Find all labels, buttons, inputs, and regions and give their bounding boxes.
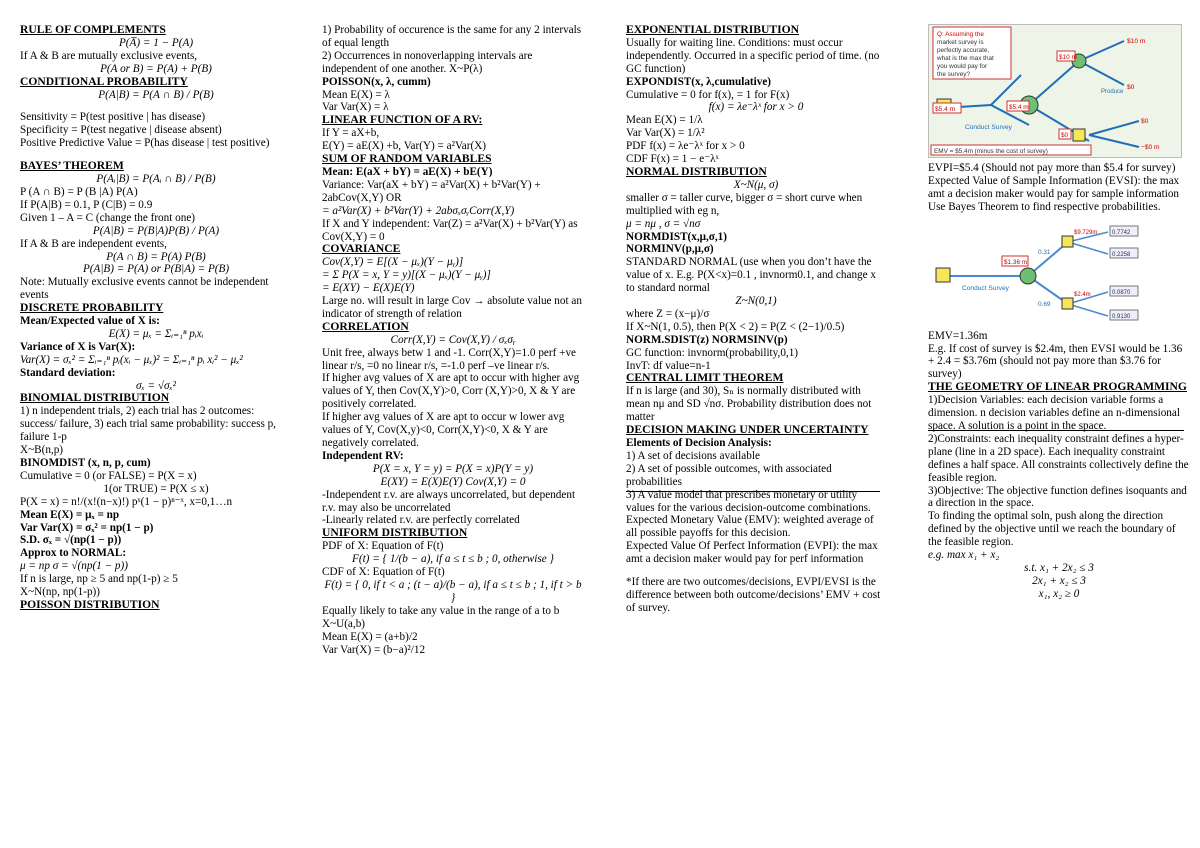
tree2-node-1: $1.36 m <box>1004 258 1028 266</box>
tree2-branch-value: 0.9130 <box>1112 313 1131 320</box>
text-line: 2) A set of possible outcomes, with associated probabilities <box>626 462 832 488</box>
text-line: E.g. If cost of survey is $2.4m, then EVSI would be 1.36 + 2.4 = $3.76m (should not pay more than $3.76 for survey) <box>928 342 1183 381</box>
spacer <box>20 101 292 111</box>
text-line: X~B(n,p) <box>20 444 64 457</box>
text-line: P (A ∩ B) = P (B |A) P(A) <box>20 185 138 198</box>
text-line: E(X) = μₓ = Σᵢ₌₁ⁿ pᵢxᵢ <box>108 327 204 340</box>
text-line: where Z = (x−μ)/σ <box>626 307 710 320</box>
text-line: = Σ P(X = x, Y = y)[(X − μₓ)(Y − μᵧ)] <box>322 269 491 282</box>
tree2-branch-value: 0.0870 <box>1112 289 1131 296</box>
text-line: Mean E(X) = λ <box>322 88 390 101</box>
column-4-top-text <box>928 162 1190 214</box>
section-heading: COVARIANCE <box>322 242 401 256</box>
text-line: Corr(X,Y) = Cov(X,Y) / σₓσᵧ <box>390 333 516 346</box>
section-heading: CORRELATION <box>322 319 409 333</box>
tree1-produce-label: Produce <box>1101 89 1124 95</box>
text-line: P(A or B) = P(A) + P(B) <box>100 62 212 75</box>
text-line: Var(X) = σₓ² = Σᵢ₌₁ⁿ pᵢ(xᵢ − μₓ)² = Σᵢ₌₁ⁿ pᵢ xᵢ² − μₓ² <box>20 353 243 366</box>
text-line: σₓ = √σₓ² <box>135 379 177 392</box>
tree1-node-1: $5.4 m <box>935 106 956 113</box>
text-line: PDF of X: Equation of F(t) <box>322 540 444 553</box>
column-3 <box>626 24 886 615</box>
tree1-conduct-label: Conduct Survey <box>965 124 1012 131</box>
text-line: Var Var(X) = (b−a)²/12 <box>322 643 426 656</box>
text-line: Given 1 – A = C (change the front one) <box>20 211 196 224</box>
text-line: EVPI=$5.4 (Should not pay more than $5.4 for survey) <box>928 162 1176 174</box>
text-line: smaller σ = taller curve, bigger σ = short curve when multiplied with eg n, <box>626 191 863 217</box>
text-line: 2x₁ + x₂ ≤ 3 <box>1032 574 1086 587</box>
text-line: EXPONDIST(x, λ,cumulative) <box>626 75 772 88</box>
svg-text:the survey?: the survey? <box>937 71 971 78</box>
tree1-node-2: $5.4 m <box>1009 104 1029 111</box>
text-line: Specificity = P(test negative | disease absent) <box>20 124 222 137</box>
text-line: -Linearly related r.v. are perfectly correlated <box>322 514 520 527</box>
text-line: Z~N(0,1) <box>735 295 777 308</box>
text-line: = a²Var(X) + b²Var(Y) + 2abσₓσᵧCorr(X,Y) <box>322 204 515 217</box>
text-line: If n is large, np ≥ 5 and np(1-p) ≥ 5 <box>20 573 178 586</box>
svg-text:market survey is: market survey is <box>937 39 984 46</box>
text-line: If A & B are independent events, <box>20 237 167 250</box>
text-line: P(Aᵢ|B) = P(Aᵢ ∩ B) / P(B) <box>96 173 216 186</box>
column-4 <box>928 24 1190 601</box>
text-line: F(t) = { 0, if t < a ; (t − a)/(b − a), if a ≤ t ≤ b ; 1, if t > b } <box>324 578 582 604</box>
text-line: Large no. will result in large Cov → absolute value not an indicator of strength of relation <box>322 295 582 320</box>
text-line: P(A|B) = P(B|A)P(B) / P(A) <box>92 224 220 237</box>
text-line: Expected Value Of Perfect Information (EVPI): the max amt a decision maker would pay for perf information <box>626 540 878 566</box>
text-line: s.t. x₁ + 2x₂ ≤ 3 <box>1024 561 1094 574</box>
text-line: Mean E(X) = μₓ = np <box>20 508 120 521</box>
text-line: If X and Y independent: Var(Z) = a²Var(X) + b²Var(Y) as Cov(X,Y) = 0 <box>322 217 578 243</box>
tree1-node-3: $10 m <box>1059 54 1077 61</box>
text-line: If P(A|B) = 0.1, P (C|B) = 0.9 <box>20 198 153 211</box>
tree1-payoff-1: $10 m <box>1127 38 1146 45</box>
column-divider <box>626 491 880 492</box>
section-heading: NORMAL DISTRIBUTION <box>626 164 767 178</box>
section-heading: DISCRETE PROBABILITY <box>20 301 164 315</box>
tree2-value-a1: $9.729m <box>1074 229 1098 236</box>
text-line: Equally likely to take any value in the range of a to b X~U(a,b) <box>322 604 560 630</box>
text-line: STANDARD NORMAL (use when you don’t have the value of x. E.g. P(X<x)=0.1 , invnorm0.1, and change x to standard normal <box>626 256 876 295</box>
text-line: To finding the optimal soln, push along the direction defined by the objective until we reach the boundary of the feasible region. <box>928 510 1176 549</box>
section-heading: SUM OF RANDOM VARIABLES <box>322 152 492 166</box>
text-line: Unit free, always betw 1 and -1. Corr(X,Y)=1.0 perf +ve linear r/s, =0 no linear r/s, =-1.0 perf –ve linear r/s. <box>322 346 577 372</box>
text-line: F(t) = { 1/(b − a), if a ≤ t ≤ b ; 0, otherwise } <box>352 553 554 566</box>
text-line: 1)Decision Variables: each decision variable forms a dimension. n decision variables define an n-dimensional space. A solution is a point in the space. <box>928 394 1180 432</box>
column-2 <box>322 24 584 656</box>
column-1 <box>20 24 292 612</box>
text-line: P(X = x) = n!/(x!(n−x)!) pˣ(1 − p)ⁿ⁻ˣ, x=0,1…n <box>20 495 233 508</box>
tree2-conduct-label: Conduct Survey <box>962 284 1009 292</box>
tree2-prob-2: 0.69 <box>1038 300 1051 308</box>
text-line: If higher avg values of X are apt to occur with higher avg values of Y, then Cov(X,Y)>0, Corr (X,Y)>0, X & Y are positively correlated. <box>322 372 580 411</box>
text-line: 1) Probability of occurence is the same for any 2 intervals of equal length <box>322 24 582 49</box>
section-heading: RULE OF COMPLEMENTS <box>20 23 166 36</box>
text-line: Cumulative = 0 (or FALSE) = P(X = x) <box>20 469 197 482</box>
tree1-payoff-2: $0 <box>1127 84 1135 91</box>
text-line: Independent RV: <box>322 449 404 462</box>
text-line: Note: Mutually exclusive events cannot be independent events <box>20 276 269 302</box>
text-line: POISSON(x, λ, cumm) <box>322 75 431 88</box>
svg-text:what is the max that: what is the max that <box>937 55 994 62</box>
tree2-branch-value: 0.7742 <box>1112 229 1131 236</box>
text-line: *If there are two outcomes/decisions, EVPI/EVSI is the difference between both outcome/decisions’ EMV + cost of survey. <box>626 576 881 614</box>
text-line: μ = np σ = √(np(1 − p)) <box>20 560 128 573</box>
text-line: NORM.SDIST(z) NORMSINV(p) <box>626 333 788 346</box>
tree1-payoff-4: −$0 m <box>1141 144 1160 151</box>
section-heading: BAYES’ THEOREM <box>20 159 124 173</box>
text-line: X~N(np, np(1-p)) <box>20 586 100 599</box>
text-line: Usually for waiting line. Conditions: must occur independently. Occurred in a specific period of time. (no GC function) <box>626 36 880 75</box>
text-line: f(x) = λe⁻λˣ for x > 0 <box>708 101 804 114</box>
text-line: 2) Occurrences in nonoverlapping intervals are independent of one another. X~P(λ) <box>322 49 533 75</box>
text-line: Var Var(X) = σₓ² = np(1 − p) <box>20 521 154 534</box>
text-line: CDF of X: Equation of F(t) <box>322 566 445 579</box>
text-line: Approx to NORMAL: <box>20 547 127 560</box>
text-line: P(A ∩ B) = P(A) P(B) <box>106 250 206 263</box>
text-line: NORMINV(p,μ,σ) <box>626 243 714 256</box>
tree2-branch-value: 0.2258 <box>1112 251 1131 258</box>
text-line: 3)Objective: The objective function defines isoquants and a direction in the space. <box>928 484 1187 510</box>
text-line: Cov(X,Y) = E[(X − μₓ)(Y − μᵧ)] <box>322 256 464 269</box>
text-line: Standard deviation: <box>20 366 116 379</box>
text-line: Sensitivity = P(test positive | has disease) <box>20 111 206 124</box>
tree2-value-a2: $2.4m <box>1074 291 1091 298</box>
text-line: BINOMDIST (x, n, p, cum) <box>20 457 151 469</box>
text-line: 1) A set of decisions available <box>626 449 760 462</box>
section-heading: LINEAR FUNCTION OF A RV: <box>322 113 483 127</box>
text-line: NORMDIST(x,μ,σ,1) <box>626 230 727 243</box>
text-line: e.g. max x₁ + x₂ <box>928 549 1000 562</box>
tree1-payoff-3: $0 <box>1141 118 1149 125</box>
tree1-question: Q: Assuming the <box>937 31 984 38</box>
tree1-caption: EMV = $5.4m (minus the cost of survey) <box>934 148 1048 155</box>
decision-tree-2-svg <box>932 220 1166 324</box>
text-line: E(Y) = aE(X) +b, Var(Y) = a²Var(X) <box>322 140 487 153</box>
text-line: Expected Value of Sample Information (EVSI): the max amt a decision maker would pay for sample information <box>928 174 1180 200</box>
section-heading: CENTRAL LIMIT THEOREM <box>626 371 784 385</box>
section-heading: UNIFORM DISTRIBUTION <box>322 526 468 540</box>
text-line: If Y = aX+b, <box>322 127 380 140</box>
text-line: Variance: Var(aX + bY) = a²Var(X) + b²Var(Y) + 2abCov(X,Y) OR <box>322 178 541 204</box>
text-line: P(A|B) = P(A ∩ B) / P(B) <box>98 88 214 101</box>
text-line: P(A|B) = P(A) or P(B|A) = P(B) <box>82 263 230 276</box>
text-line: If higher avg values of X are apt to occur w lower avg values of Y, Cov(X,y)<0, Corr(X,Y)<0, X & Y are negatively correlated. <box>322 411 565 449</box>
text-line: Positive Predictive Value = P(has disease | test positive) <box>20 137 270 150</box>
text-line: Elements of Decision Analysis: <box>626 437 772 449</box>
section-heading: CONDITIONAL PROBABILITY <box>20 74 188 88</box>
text-line: Mean: E(aX + bY) = aE(X) + bE(Y) <box>322 165 493 178</box>
text-line: Mean E(X) = (a+b)/2 <box>322 630 418 643</box>
text-line: 1(or TRUE) = P(X ≤ x) <box>103 482 209 495</box>
text-line: If n is large (and 30), Sₙ is normally distributed with mean nμ and SD √nσ. Probability distribution does not matter <box>626 385 872 424</box>
text-line: Mean/Expected value of X is: <box>20 315 160 328</box>
section-heading: BINOMIAL DISTRIBUTION <box>20 391 170 405</box>
text-line: S.D. σₓ = √(np(1 − p)) <box>20 534 122 547</box>
text-line: -Independent r.v. are always uncorrelated, but dependent r.v. may also be uncorrelated <box>322 488 576 514</box>
text-line: If A & B are mutually exclusive events, <box>20 49 198 62</box>
text-line: 3) A value model that prescribes monetary or utility values for the various decision-outcome combinations. <box>626 488 871 514</box>
text-line: If X~N(1, 0.5), then P(X < 2) = P(Z < (2−1)/0.5) <box>626 320 845 333</box>
column-4-bottom-text <box>928 330 1190 601</box>
decision-tree-figure-1 <box>928 24 1182 158</box>
text-line: Expected Monetary Value (EMV): weighted average of all possible payoffs for this decision. <box>626 514 874 540</box>
text-line: Cumulative = 0 for f(x), = 1 for F(x) <box>626 88 790 101</box>
text-line: x₁, x₂ ≥ 0 <box>1038 587 1080 600</box>
text-line: P(X = x, Y = y) = P(X = x)P(Y = y) <box>372 462 534 475</box>
text-line: P(A̅) = 1 − P(A) <box>118 36 194 49</box>
tree2-prob-1: 0.31 <box>1038 248 1051 256</box>
section-heading: POISSON DISTRIBUTION <box>20 597 160 611</box>
column-divider <box>928 430 1184 431</box>
section-heading: DECISION MAKING UNDER UNCERTAINTY <box>626 423 869 437</box>
section-heading: EXPONENTIAL DISTRIBUTION <box>626 23 799 36</box>
text-line: X~N(μ, σ) <box>733 178 779 191</box>
text-line: E(XY) = E(X)E(Y) Cov(X,Y) = 0 <box>380 475 526 488</box>
text-line: GC function: invnorm(probability,0,1) <box>626 346 799 359</box>
text-line: InvT: df value=n-1 <box>626 359 711 372</box>
svg-text:perfectly accurate,: perfectly accurate, <box>937 47 990 54</box>
text-line: EMV=1.36m <box>928 329 988 342</box>
text-line: = E(XY) − E(X)E(Y) <box>322 282 415 295</box>
text-line: Mean E(X) = 1/λ <box>626 114 703 127</box>
decision-tree-1-svg <box>929 25 1181 157</box>
text-line: Variance of X is Var(X): <box>20 340 136 353</box>
text-line: PDF f(x) = λe⁻λˣ for x > 0 <box>626 140 745 153</box>
text-line: Use Bayes Theorem to find respective probabilities. <box>928 200 1161 213</box>
tree1-node-4: $0 <box>1061 132 1069 139</box>
text-line: 1) n independent trials, 2) each trial has 2 outcomes: success/ failure, 3) each trial same probability: success p, failure 1-p <box>20 405 276 444</box>
decision-tree-figure-2 <box>932 220 1166 324</box>
text-line: 2)Constraints: each inequality constraint defines a hyper-plane (line in a 2D space). Each inequality constraint defines a half space. All constraints collectively define the feasible region. <box>928 432 1189 484</box>
text-line: Var Var(X) = λ <box>322 101 389 114</box>
text-line: μ = nμ , σ = √nσ <box>626 217 701 230</box>
spacer <box>626 566 886 576</box>
section-heading: THE GEOMETRY OF LINEAR PROGRAMMING <box>928 380 1187 394</box>
svg-text:you would pay for: you would pay for <box>937 63 988 70</box>
text-line: Var Var(X) = 1/λ² <box>626 127 705 140</box>
text-line: CDF F(x) = 1 − e⁻λˣ <box>626 153 719 166</box>
